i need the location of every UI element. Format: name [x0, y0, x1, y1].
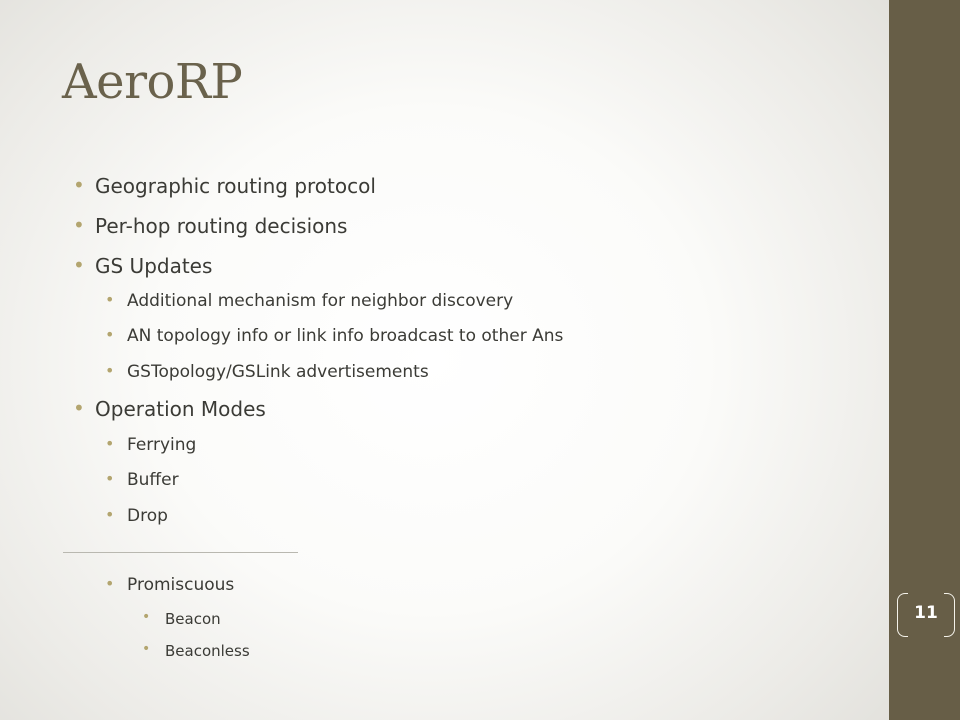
footnote-divider	[63, 552, 298, 553]
bullet-text: Promiscuous	[127, 575, 235, 595]
page-number-badge	[897, 593, 955, 637]
bullet-item-level2	[105, 574, 235, 595]
bullet-item-level2	[105, 505, 168, 526]
bullet-item-level2	[105, 325, 564, 346]
bullet-text: Per-hop routing decisions	[95, 214, 348, 238]
bullet-item-level3	[142, 641, 250, 660]
bullet-icon: •	[105, 290, 115, 309]
bullet-item-level2	[105, 469, 179, 490]
bullet-item-level1	[73, 173, 376, 198]
bullet-icon: •	[142, 609, 151, 625]
bullet-item-level2	[105, 290, 514, 311]
bullet-icon: •	[73, 253, 85, 277]
bullet-text: GSTopology/GSLink advertisements	[127, 362, 429, 382]
bullet-icon: •	[142, 641, 151, 657]
bullet-item-level1	[73, 396, 266, 421]
bullet-text: Ferrying	[127, 435, 197, 455]
bullet-item-level1	[73, 213, 348, 238]
bullet-icon: •	[105, 505, 115, 524]
bullet-text: AN topology info or link info broadcast to other Ans	[127, 326, 564, 346]
bullet-text: Buffer	[127, 470, 179, 490]
bullet-item-level1	[73, 253, 213, 278]
bullet-item-level2	[105, 361, 429, 382]
bullet-text: Drop	[127, 506, 168, 526]
bullet-icon: •	[105, 325, 115, 344]
bullet-text: Beaconless	[165, 642, 250, 660]
slide-title: AeroRP	[62, 54, 243, 110]
bullet-text: GS Updates	[95, 254, 213, 278]
bullet-icon: •	[105, 469, 115, 488]
bullet-text: Operation Modes	[95, 397, 266, 421]
bullet-item-level3	[142, 609, 221, 628]
page-number: 11	[914, 603, 938, 623]
bullet-icon: •	[105, 361, 115, 380]
bullet-text: Additional mechanism for neighbor discovery	[127, 291, 514, 311]
bullet-icon: •	[73, 173, 85, 197]
bullet-text: Beacon	[165, 610, 221, 628]
bullet-icon: •	[105, 434, 115, 453]
bullet-icon: •	[73, 396, 85, 420]
bullet-text: Geographic routing protocol	[95, 174, 376, 198]
bullet-icon: •	[73, 213, 85, 237]
bullet-item-level2	[105, 434, 197, 455]
bullet-icon: •	[105, 574, 115, 593]
